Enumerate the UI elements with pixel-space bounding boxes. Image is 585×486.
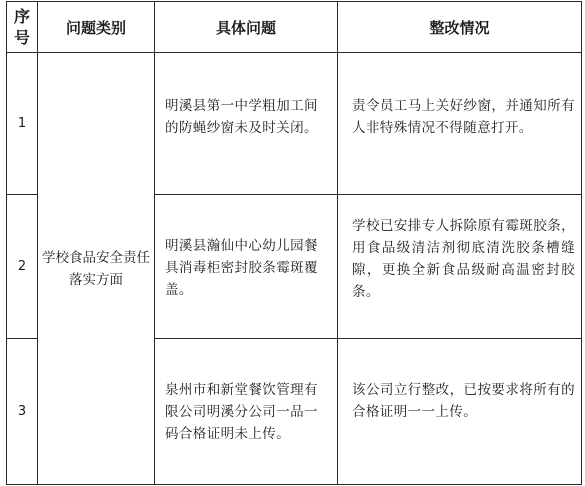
issue-cell bbox=[155, 339, 338, 485]
header-row bbox=[7, 2, 582, 53]
issue-text: 泉州市和新堂餐饮管理有限公司明溪分公司一品一码合格证明未上传。 bbox=[165, 382, 318, 442]
table-row bbox=[7, 53, 582, 195]
rectification-table bbox=[6, 1, 582, 485]
row-seq: 2 bbox=[7, 195, 38, 339]
fix-cell bbox=[338, 339, 582, 485]
header-fix: 整改情况 bbox=[338, 2, 582, 53]
fix-text: 责令员工马上关好纱窗，并通知所有人非特殊情况不得随意打开。 bbox=[352, 98, 575, 136]
issue-text: 明溪县第一中学粗加工间的防蝇纱窗未及时关闭。 bbox=[165, 98, 318, 136]
header-issue: 具体问题 bbox=[155, 2, 338, 53]
row-seq: 3 bbox=[7, 339, 38, 485]
issue-text: 明溪县瀚仙中心幼儿园餐具消毒柜密封胶条霉斑覆盖。 bbox=[165, 238, 318, 298]
row-seq: 1 bbox=[7, 53, 38, 195]
fix-text: 该公司立行整改，已按要求将所有的合格证明一一上传。 bbox=[352, 382, 575, 420]
fix-cell bbox=[338, 195, 582, 339]
issue-cell bbox=[155, 195, 338, 339]
category-cell bbox=[38, 53, 155, 485]
fix-text: 学校已安排专人拆除原有霉斑胶条，用食品级清洁剂彻底清洗胶条槽缝隙，更换全新食品级耐高温密封胶条。 bbox=[352, 218, 575, 300]
header-seq: 序号 bbox=[7, 2, 38, 53]
header-category: 问题类别 bbox=[38, 2, 155, 53]
fix-cell bbox=[338, 53, 582, 195]
category-text: 学校食品安全责任落实方面 bbox=[42, 249, 150, 288]
issue-cell bbox=[155, 53, 338, 195]
